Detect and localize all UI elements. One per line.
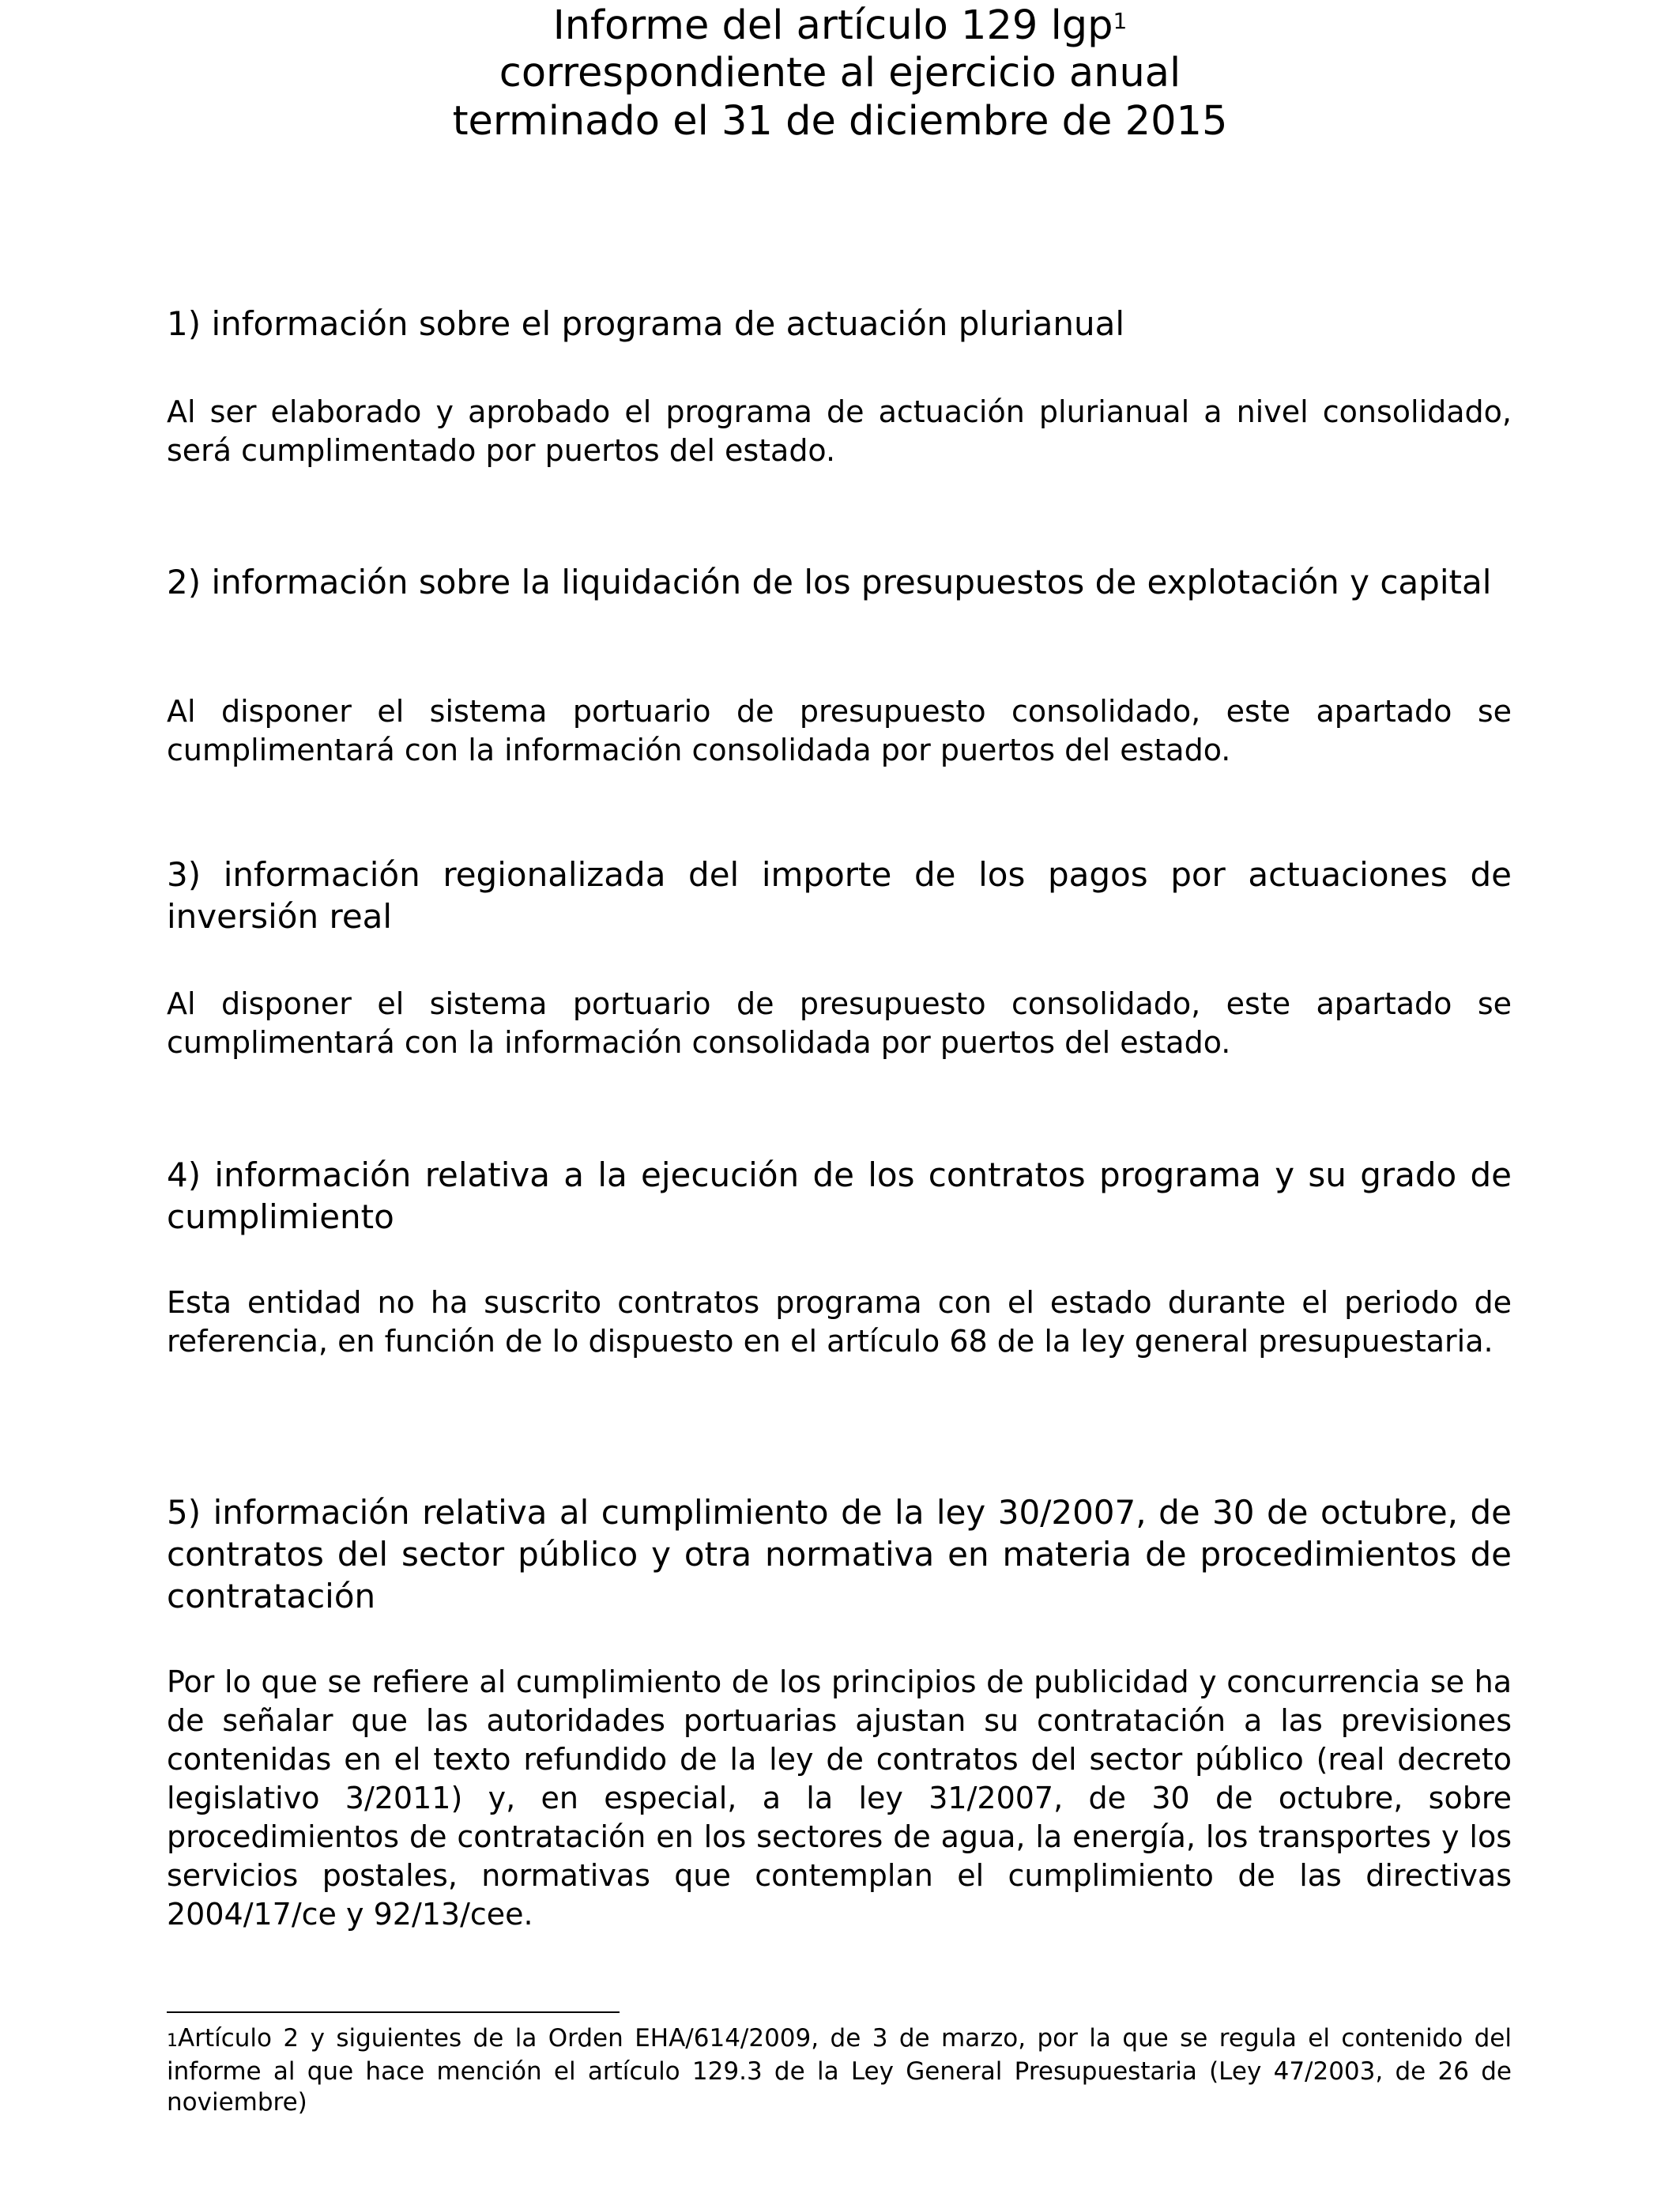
footnote-separator bbox=[167, 2011, 620, 2013]
footnote bbox=[167, 2023, 1512, 2118]
section-2-body: Al disponer el sistema portuario de presupuesto consolidado, este apartado se cumplimentará con la información consolidada por puertos del estado. bbox=[167, 694, 1512, 767]
footnote-text: Artículo 2 y siguientes de la Orden EHA/614/2009, de 3 de marzo, por la que se regula el contenido del informe al que hace mención el artículo 129.3 de la Ley General Presupuestaria (Ley 47/2003, de 26 de noviembre) bbox=[167, 2024, 1512, 2117]
section-5-heading: 5) información relativa al cumplimiento de la ley 30/2007, de 30 de octubre, de contratos del sector público y otra normativa en materia de procedimientos de contratación bbox=[167, 1493, 1512, 1615]
title-line-3: terminado el 31 de diciembre de 2015 bbox=[452, 98, 1228, 145]
section-3-body: Al disponer el sistema portuario de presupuesto consolidado, este apartado se cumplimentará con la información consolidada por puertos del estado. bbox=[167, 986, 1512, 1060]
title-footnote-ref: 1 bbox=[1113, 8, 1128, 34]
section-4-heading: 4) información relativa a la ejecución de los contratos programa y su grado de cumplimiento bbox=[167, 1155, 1512, 1236]
section-1-heading: 1) información sobre el programa de actuación plurianual bbox=[167, 304, 1125, 343]
section-5-body: Por lo que se refiere al cumplimiento de los principios de publicidad y concurrencia se ha de señalar que las autoridades portuarias ajustan su contratación a las previsiones contenidas en el texto refundido de la ley de contratos del sector público (real decreto legislativo 3/2011) y, en especial, a la ley 31/2007, de 30 de octubre, sobre procedimientos de contratación en los sectores de agua, la energía, los transportes y los servicios postales, normativas que contemplan el cumplimiento de las directivas 2004/17/ce y 92/13/cee. bbox=[167, 1664, 1512, 1932]
title-line-2: correspondiente al ejercicio anual bbox=[499, 50, 1181, 96]
title-line-1-text: Informe del artículo 129 lgp bbox=[552, 2, 1113, 49]
section-4-body: Esta entidad no ha suscrito contratos programa con el estado durante el periodo de referencia, en función de lo dispuesto en el artículo 68 de la ley general presupuestaria. bbox=[167, 1285, 1512, 1359]
footnote-mark: 1 bbox=[167, 2031, 178, 2051]
section-2-heading: 2) información sobre la liquidación de los presupuestos de explotación y capital bbox=[167, 563, 1492, 601]
title-line-1 bbox=[0, 2, 1680, 49]
section-3-heading: 3) información regionalizada del importe de los pagos por actuaciones de inversión real bbox=[167, 855, 1512, 936]
section-1-body: Al ser elaborado y aprobado el programa de actuación plurianual a nivel consolidado, será cumplimentado por puertos del estado. bbox=[167, 394, 1512, 468]
